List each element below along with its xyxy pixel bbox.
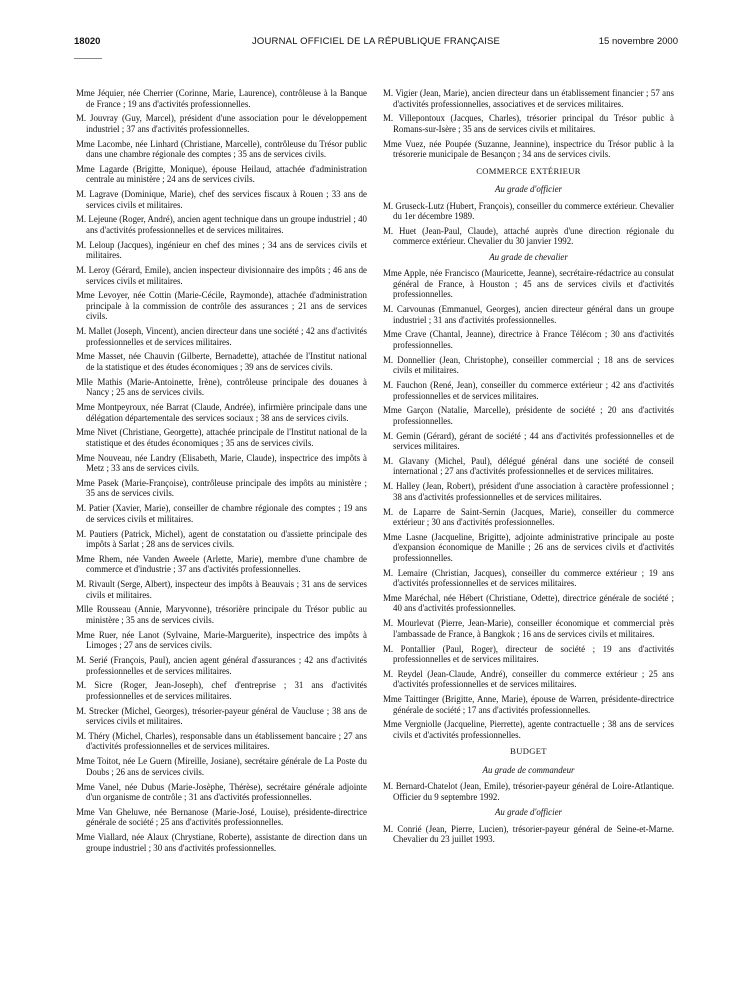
decoration-entry: Mme Levoyer, née Cottin (Marie-Cécile, Raymonde), attachée d'administration principale à la commission de contrôle des assurances ; 21 ans de services civils.	[76, 290, 367, 322]
decoration-entry: M. Leloup (Jacques), ingénieur en chef des mines ; 34 ans de services civils et militaires.	[76, 239, 367, 261]
decoration-entry: Mme Ruer, née Lanot (Sylvaine, Marie-Marguerite), inspectrice des impôts à Limoges ; 27 ans de services civils.	[76, 629, 367, 651]
decoration-entry: M. Jouvray (Guy, Marcel), président d'une association pour le développement industriel ; 37 ans d'activités professionnelles.	[76, 113, 367, 134]
left-column	[76, 88, 367, 857]
decoration-entry: M. Huet (Jean-Paul, Claude), attaché auprès d'une direction régionale du commerce extérieur. Chevalier du 30 janvier 1992.	[383, 225, 674, 247]
decoration-entry: M. Théry (Michel, Charles), responsable dans un établissement bancaire ; 27 ans d'activités professionnelles et de services militaires.	[76, 730, 367, 752]
decoration-entry: M. Conrié (Jean, Pierre, Lucien), trésorier-payeur général de Seine-et-Marne. Chevalier du 23 juillet 1993.	[383, 823, 674, 845]
decoration-entry: Mme Viallard, née Alaux (Chrystiane, Roberte), assistante de direction dans un groupe industriel ; 30 ans d'activités professionnelles.	[76, 832, 367, 853]
decoration-entry: Mme Van Gheluwe, née Bernanose (Marie-José, Louise), présidente-directrice générale de société ; 25 ans d'activités professionnelles.	[76, 806, 367, 828]
decoration-entry: Mme Lasne (Jacqueline, Brigitte), adjointe administrative principale au poste d'expansion économique de Manille ; 26 ans de services civils et d'activités professionnelles.	[383, 531, 674, 563]
decoration-entry: Mme Crave (Chantal, Jeanne), directrice à France Télécom ; 30 ans d'activités professionnelles.	[383, 329, 674, 350]
section-heading-budget: BUDGET	[510, 746, 547, 757]
officier-budget-entries	[383, 824, 674, 845]
decoration-entry: M. Sicre (Roger, Jean-Joseph), chef d'entreprise ; 31 ans d'activités professionnelles et de services militaires.	[76, 680, 367, 701]
decoration-entry: M. Gemin (Gérard), gérant de société ; 44 ans d'activités professionnelles et de services militaires.	[383, 430, 674, 452]
decoration-entry: M. Serié (François, Paul), ancien agent général d'assurances ; 42 ans d'activités professionnelles et de services militaires.	[76, 655, 367, 676]
decoration-entry: Mme Lacombe, née Linhard (Christiane, Marcelle), contrôleuse du Trésor public dans une chambre régionale des comptes ; 35 ans de services civils.	[76, 138, 367, 160]
decoration-entry: Mme Maréchal, née Hébert (Christiane, Odette), directrice générale de société ; 40 ans d'activités professionnelles.	[383, 592, 674, 614]
decoration-entry: M. Pontallier (Paul, Roger), directeur de société ; 19 ans d'activités professionnelles et de services militaires.	[383, 643, 674, 665]
decoration-entry: M. Carvounas (Emmanuel, Georges), ancien directeur général dans un groupe industriel ; 31 ans d'activités professionnelles.	[383, 304, 674, 325]
page-number: 18020	[74, 36, 101, 47]
grade-heading-officier-budget: Au grade d'officier	[495, 807, 562, 818]
grade-heading-officier: Au grade d'officier	[495, 184, 562, 195]
decoration-entry: Mme Rhem, née Vanden Aweele (Arlette, Marie), membre d'une chambre de commerce et d'industrie ; 37 ans d'activités professionnelles.	[76, 553, 367, 575]
decoration-entry: M. Lagrave (Dominique, Marie), chef des services fiscaux à Rouen ; 33 ans de services civils et militaires.	[76, 189, 367, 210]
decoration-entry: M. Halley (Jean, Robert), président d'une association à caractère professionnel ; 38 ans d'activités professionnelles et de services militaires.	[383, 481, 674, 502]
decoration-entry: M. Glavany (Michel, Paul), délégué général dans une société de conseil international ; 27 ans d'activités professionnelles et de services militaires.	[383, 455, 674, 477]
decoration-entry: Mme Masset, née Chauvin (Gilberte, Bernadette), attachée de l'Institut national de la statistique et des études économiques ; 39 ans de services civils.	[76, 351, 367, 372]
publication-date: 15 novembre 2000	[598, 36, 678, 47]
decoration-entry: Mme Garçon (Natalie, Marcelle), présidente de société ; 20 ans d'activités professionnelles.	[383, 405, 674, 426]
decoration-entry: M. Donnellier (Jean, Christophe), conseiller commercial ; 18 ans de services civils et militaires.	[383, 354, 674, 376]
decoration-entry: M. de Laparre de Saint-Sernin (Jacques, Marie), conseiller du commerce extérieur ; 30 ans d'activités professionnelles.	[383, 506, 674, 528]
decoration-entry: M. Mourlevat (Pierre, Jean-Marie), conseiller économique et commercial près l'ambassade de France, à Bangkok ; 16 ans de services civils et militaires.	[383, 618, 674, 639]
decoration-entry: Mme Apple, née Francisco (Mauricette, Jeanne), secrétaire-rédactrice au consulat général de France, à Houston ; 45 ans de services civils et d'activités professionnelles.	[383, 268, 674, 300]
section-heading-commerce: COMMERCE EXTÉRIEUR	[476, 165, 581, 176]
decoration-entry: M. Lejeune (Roger, André), ancien agent technique dans un groupe industriel ; 40 ans d'activités professionnelles et de services militaires.	[76, 214, 367, 235]
officier-entries	[383, 201, 674, 247]
decoration-entry: M. Bernard-Chatelot (Jean, Emile), trésorier-payeur général de Loire-Atlantique. Officier du 9 septembre 1992.	[383, 781, 674, 802]
decoration-entry: M. Mallet (Joseph, Vincent), ancien directeur dans une société ; 42 ans d'activités professionnelles et de services militaires.	[76, 326, 367, 347]
header-rule	[74, 58, 102, 59]
decoration-entry: Mme Toitot, née Le Guern (Mireille, Josiane), secrétaire générale de La Poste du Doubs ; 26 ans de services civils.	[76, 756, 367, 777]
chevalier-entries	[383, 268, 674, 740]
decoration-entry: Mme Nivet (Christiane, Georgette), attachée principale de l'Institut national de la statistique et des études économiques ; 35 ans de services civils.	[76, 427, 367, 448]
right-column	[383, 88, 674, 849]
decoration-entry: Mme Vuez, née Poupée (Suzanne, Jeannine), inspectrice du Trésor public à la trésorerie municipale de Besançon ; 34 ans de services civils.	[383, 138, 674, 160]
decoration-entry: Mlle Rousseau (Annie, Maryvonne), trésorière principale du Trésor public au ministère ; 35 ans de services civils.	[76, 604, 367, 625]
decoration-entry: M. Strecker (Michel, Georges), trésorier-payeur général de Vaucluse ; 38 ans de services civils et militaires.	[76, 705, 367, 727]
decoration-entry: M. Vigier (Jean, Marie), ancien directeur dans un établissement financier ; 57 ans d'activités professionnelles, associatives et de services militaires.	[383, 88, 674, 109]
decoration-entry: Mme Vergniolle (Jacqueline, Pierrette), agente contractuelle ; 38 ans de services civils et d'activités professionnelles.	[383, 719, 674, 740]
decoration-entry: M. Reydel (Jean-Claude, André), conseiller du commerce extérieur ; 25 ans d'activités professionnelles et de services militaires.	[383, 668, 674, 690]
decoration-entry: M. Rivault (Serge, Albert), inspecteur des impôts à Beauvais ; 31 ans de services civils et militaires.	[76, 579, 367, 600]
decoration-entry: M. Patier (Xavier, Marie), conseiller de chambre régionale des comptes ; 19 ans de services civils et militaires.	[76, 503, 367, 524]
journal-title: JOURNAL OFFICIEL DE LA RÉPUBLIQUE FRANÇAISE	[251, 36, 501, 47]
right-top-entries	[383, 88, 674, 160]
decoration-entry: M. Leroy (Gérard, Emile), ancien inspecteur divisionnaire des impôts ; 46 ans de services civils et militaires.	[76, 265, 367, 286]
decoration-entry: Mme Vanel, née Dubus (Marie-Josèphe, Thérèse), secrétaire générale adjointe d'un organisme de contrôle ; 31 ans d'activités professionnelles.	[76, 781, 367, 803]
decoration-entry: M. Lemaire (Christian, Jacques), conseiller du commerce extérieur ; 19 ans d'activités professionnelles et de services militaires.	[383, 567, 674, 589]
decoration-entry: Mme Taittinger (Brigitte, Anne, Marie), épouse de Warren, présidente-directrice générale de société ; 17 ans d'activités professionnelles.	[383, 694, 674, 715]
decoration-entry: Mme Pasek (Marie-Françoise), contrôleuse principale des impôts au ministère ; 35 ans de services civils.	[76, 477, 367, 499]
decoration-entry: M. Pautiers (Patrick, Michel), agent de constatation ou d'assiette principale des impôts à Sarlat ; 28 ans de services civils.	[76, 528, 367, 550]
page-header	[74, 36, 678, 50]
decoration-entry: M. Villepontoux (Jacques, Charles), trésorier principal du Trésor public à Romans-sur-Isère ; 35 ans de services civils et militaires.	[383, 113, 674, 134]
decoration-entry: Mme Lagarde (Brigitte, Monique), épouse Heilaud, attachée d'administration centrale au ministère ; 24 ans de services civils.	[76, 163, 367, 185]
decoration-entry: M. Gruseck-Lutz (Hubert, François), conseiller du commerce extérieur. Chevalier du 1er décembre 1989.	[383, 200, 674, 222]
decoration-entry: Mme Jéquier, née Cherrier (Corinne, Marie, Laurence), contrôleuse à la Banque de France ; 19 ans d'activités professionnelles.	[76, 88, 367, 109]
decoration-entry: Mme Nouveau, née Landry (Elisabeth, Marie, Claude), inspectrice des impôts à Metz ; 33 ans de services civils.	[76, 452, 367, 474]
grade-heading-chevalier: Au grade de chevalier	[489, 251, 568, 262]
decoration-entry: Mme Montpeyroux, née Barrat (Claude, Andrée), infirmière principale dans une délégation départementale des services sociaux ; 38 ans de services civils.	[76, 402, 367, 423]
commandeur-entries	[383, 781, 674, 802]
decoration-entry: Mlle Mathis (Marie-Antoinette, Irène), contrôleuse principale des douanes à Nancy ; 25 ans de services civils.	[76, 376, 367, 398]
decoration-entry: M. Fauchon (René, Jean), conseiller du commerce extérieur ; 42 ans d'activités professionnelles et de services militaires.	[383, 380, 674, 401]
grade-heading-commandeur: Au grade de commandeur	[482, 764, 575, 775]
